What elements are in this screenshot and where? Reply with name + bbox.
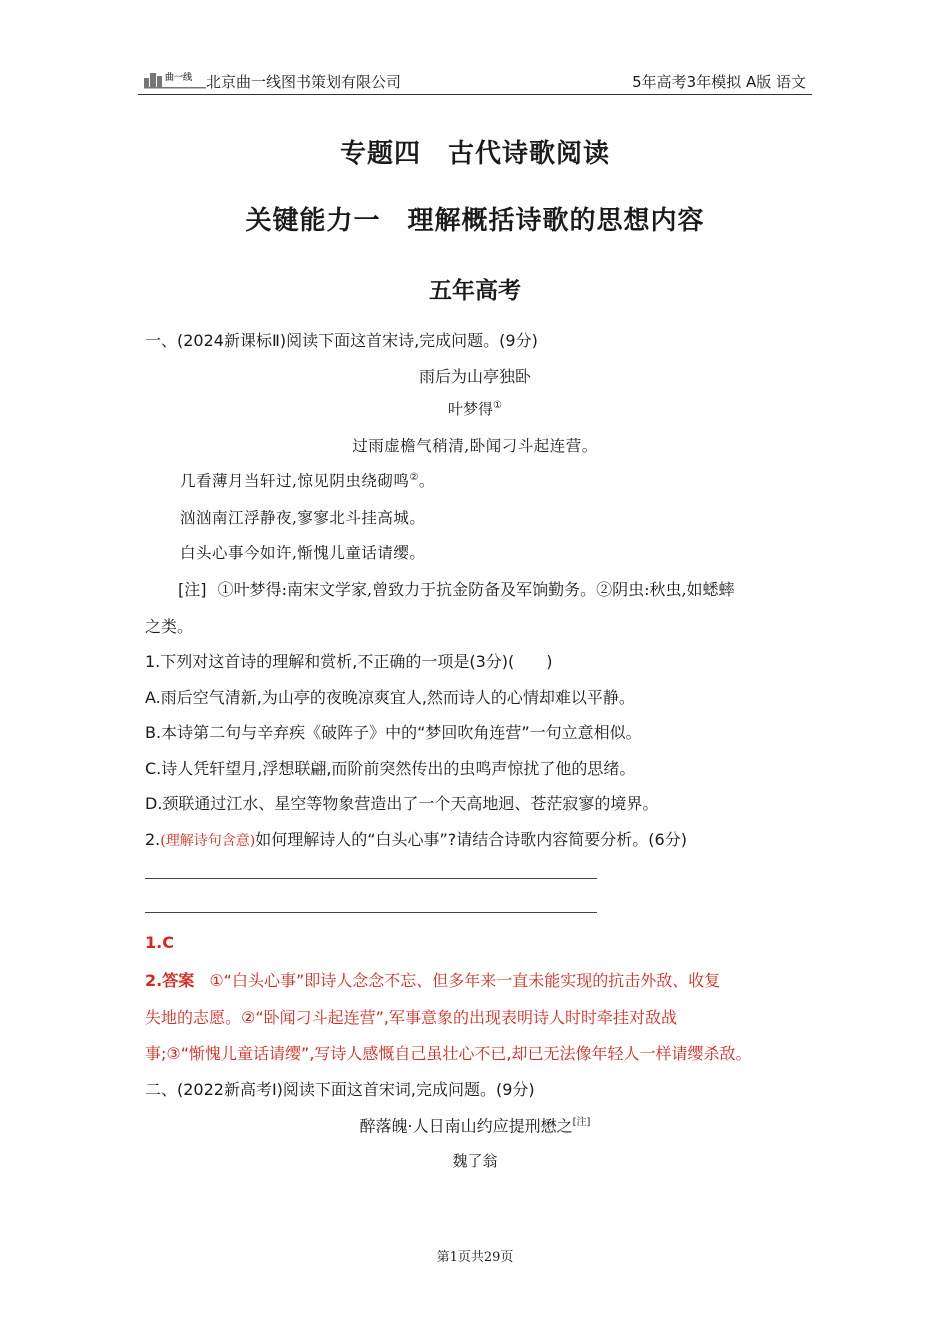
option-d: D.颈联通过江水、星空等物象营造出了一个天高地迥、苍茫寂寥的境界。 — [145, 794, 659, 813]
poem-note — [178, 577, 735, 600]
poem-note-continued: 之类。 — [145, 617, 194, 636]
note-label: [注] — [178, 580, 207, 599]
footnote-marker: ② — [409, 471, 419, 483]
poem-author-1 — [0, 398, 950, 419]
question-intro-1: 一、(2024新课标Ⅱ)阅读下面这首宋诗,完成问题。(9分) — [145, 331, 538, 350]
answer-2-line-2: 失地的志愿。②“卧闻刁斗起连营”,军事意象的出现表明诗人时时牵挂对敌战 — [145, 1008, 678, 1027]
section-title: 五年高考 — [429, 278, 521, 304]
note-text: ①叶梦得:南宋文学家,曾致力于抗金防备及军饷勤务。②阴虫:秋虫,如蟋蟀 — [217, 580, 735, 599]
poem-author-2: 魏了翁 — [452, 1152, 498, 1170]
footnote-marker: [注] — [572, 1117, 591, 1128]
page-header — [138, 60, 812, 95]
author-name: 叶梦得 — [448, 400, 494, 418]
answer-2-line-3: 事;③“惭愧儿童话请缨”,写诗人感慨自己虽壮心不已,却已无法像年轻人一样请缨杀敌。 — [145, 1044, 752, 1063]
poem-line-2: 几看薄月当轩过,惊见阴虫绕砌鸣②。 — [180, 471, 435, 490]
ability-title: 关键能力一 理解概括诗歌的思想内容 — [245, 206, 705, 236]
question-intro-2: 二、(2022新高考Ⅰ)阅读下面这首宋词,完成问题。(9分) — [145, 1080, 535, 1099]
footnote-marker: ① — [493, 400, 502, 411]
question-2: 2.(理解诗句含意)如何理解诗人的“白头心事”?请结合诗歌内容简要分析。(6分) — [145, 830, 687, 849]
answer-blank-line[interactable] — [145, 878, 597, 879]
answer-2-line-1: 2.答案 ①“白头心事”即诗人念念不忘、但多年来一直未能实现的抗击外敌、收复 — [145, 971, 721, 990]
logo-text: 曲一线 — [165, 73, 193, 83]
page-number: 第1页共29页 — [436, 1250, 514, 1265]
poem-line-1: 过雨虚檐气稍清,卧闻刁斗起连营。 — [352, 437, 598, 455]
question-tag: (理解诗句含意) — [160, 833, 256, 849]
poem-line-3: 汹汹南江浮静夜,寥寥北斗挂高城。 — [180, 509, 426, 527]
answer-label: 2.答案 — [145, 971, 195, 990]
option-a: A.雨后空气清新,为山亭的夜晚凉爽宜人,然而诗人的心情却难以平静。 — [145, 688, 635, 707]
book-edition: 5年高考3年模拟 A版 语文 — [632, 73, 806, 91]
poem-title-2: 醉落魄·人日南山约应提刑懋之[注] — [359, 1116, 591, 1136]
poem-line-4: 白头心事今如许,惭愧儿童话请缨。 — [180, 544, 426, 562]
company-name: 北京曲一线图书策划有限公司 — [206, 73, 402, 91]
company-logo — [144, 68, 206, 90]
poem-title-1: 雨后为山亭独卧 — [418, 367, 531, 386]
answer-1: 1.C — [145, 933, 174, 952]
option-b: B.本诗第二句与辛弃疾《破阵子》中的“梦回吹角连营”一句立意相似。 — [145, 723, 642, 742]
topic-title: 专题四 古代诗歌阅读 — [339, 139, 610, 169]
question-1: 1.下列对这首诗的理解和赏析,不正确的一项是(3分)( ) — [145, 652, 553, 671]
option-c: C.诗人凭轩望月,浮想联翩,而阶前突然传出的虫鸣声惊扰了他的思绪。 — [145, 759, 636, 778]
answer-blank-line[interactable] — [145, 912, 597, 913]
